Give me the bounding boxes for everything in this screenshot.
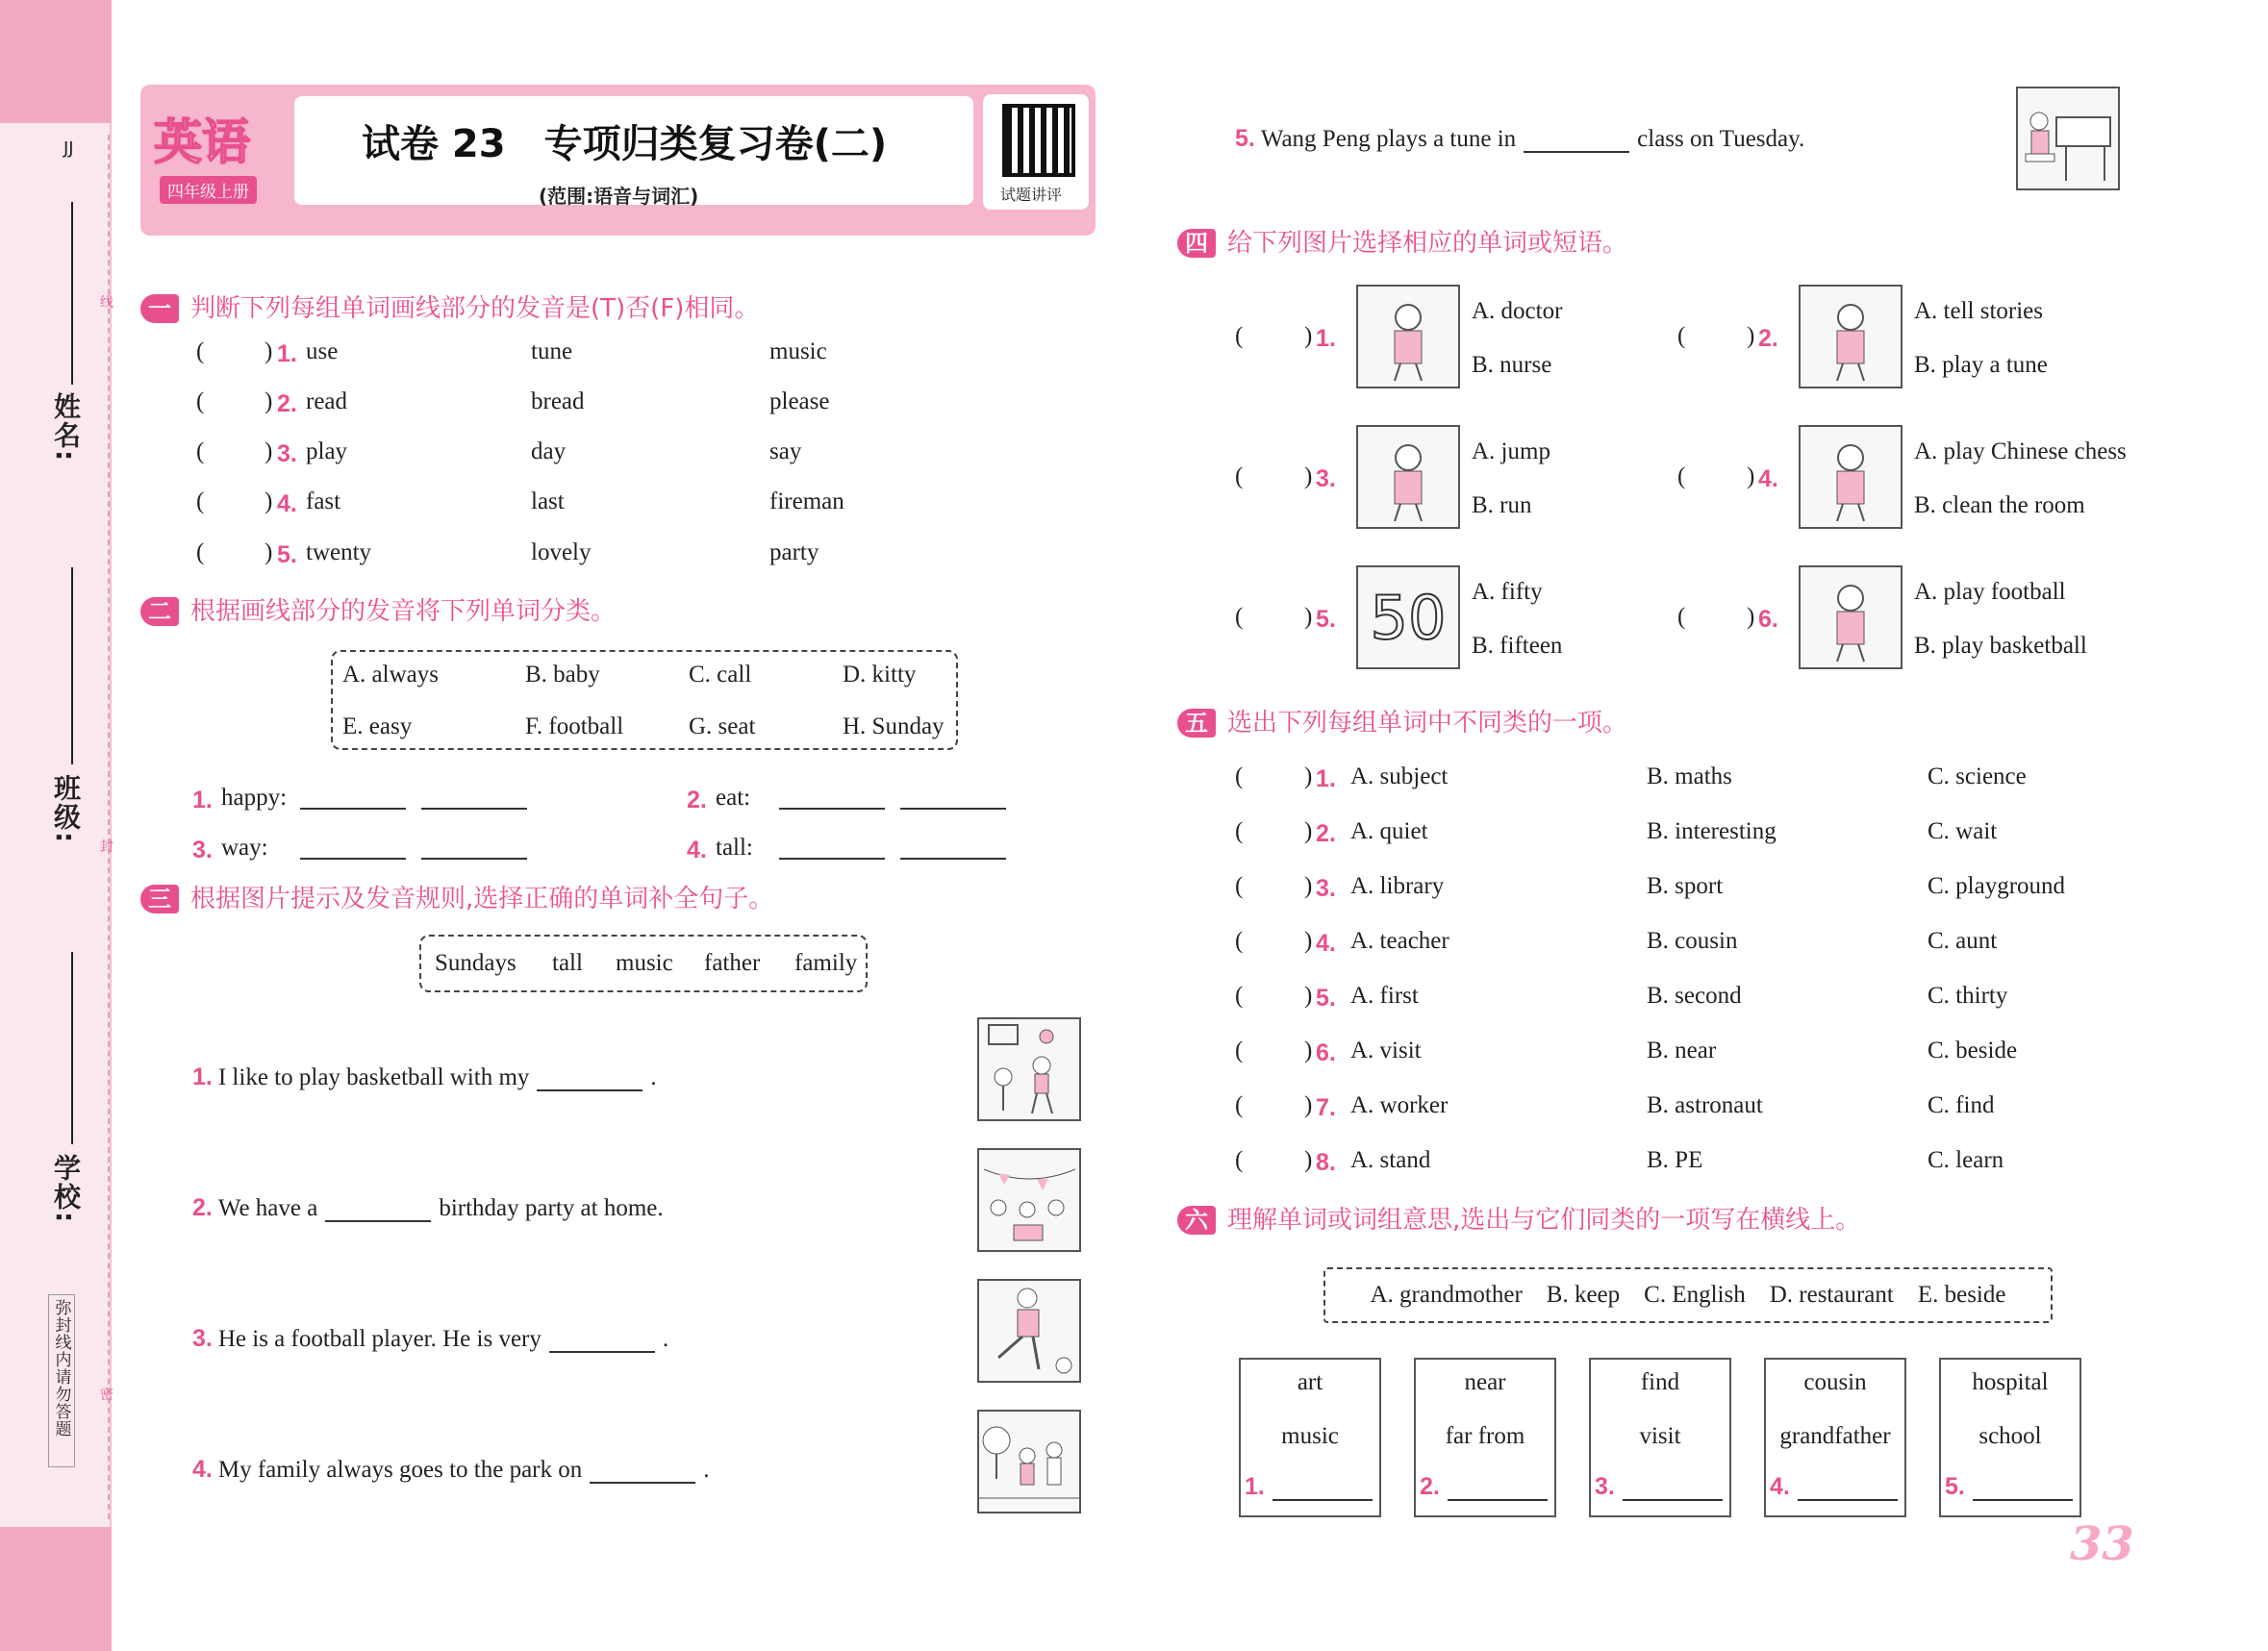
- answer-paren-close: ): [1304, 1092, 1313, 1118]
- number-50-picture: [1356, 565, 1460, 669]
- question-number: 3.: [1316, 465, 1336, 492]
- option-a: A. play football: [1914, 579, 2066, 605]
- number-glyph: 50: [1370, 582, 1447, 653]
- sec6-options: A. grandmother B. keep C. English D. restaurant E. beside: [1370, 1282, 2006, 1308]
- option-a: A. play Chinese chess: [1914, 438, 2127, 464]
- question-number: 4.: [192, 1456, 213, 1483]
- answer-paren-close: ): [1304, 323, 1313, 349]
- football-picture: [1799, 565, 1903, 669]
- group-word-1: near: [1464, 1369, 1506, 1395]
- school-label: 学校:: [50, 1154, 82, 1225]
- answer-blank[interactable]: [1273, 1480, 1373, 1501]
- sec2-word-option: A. always: [342, 662, 439, 688]
- answer-paren-open[interactable]: (: [1677, 604, 1686, 630]
- sec2-word-option: B. baby: [525, 662, 600, 688]
- binding-strip-bottom: [0, 1527, 112, 1651]
- question-number: 1.: [1245, 1473, 1265, 1500]
- answer-blank[interactable]: [779, 838, 885, 860]
- question-number: 5.: [1235, 125, 1255, 152]
- qr-code-icon[interactable]: [1002, 104, 1075, 177]
- answer-blank[interactable]: [549, 1332, 655, 1353]
- sentence-text-after: birthday party at home.: [439, 1195, 664, 1221]
- word-b: last: [531, 488, 565, 514]
- answer-paren-open[interactable]: (: [1235, 323, 1244, 349]
- sec3-sentence: [1235, 125, 1804, 153]
- answer-paren-close: ): [265, 438, 273, 464]
- question-number: 5.: [277, 541, 297, 568]
- option-a: A. library: [1350, 873, 1445, 899]
- seal-mark-1: 线: [100, 296, 113, 311]
- answer-blank[interactable]: [1798, 1480, 1898, 1501]
- sec1-title: 判断下列每组单词画线部分的发音是(T)否(F)相同。: [190, 294, 760, 323]
- sec4-badge: 四: [1177, 229, 1216, 258]
- sec2-item-label: happy:: [221, 785, 288, 811]
- answer-blank[interactable]: [421, 838, 527, 860]
- question-number: 4.: [1770, 1473, 1790, 1500]
- question-number: 4.: [277, 490, 297, 517]
- answer-blank[interactable]: [590, 1463, 695, 1484]
- answer-blank[interactable]: [300, 788, 406, 810]
- word-c: party: [769, 539, 819, 565]
- group-word-1: hospital: [1972, 1369, 2049, 1395]
- seal-note: 弥封线内请勿答题: [51, 1299, 71, 1438]
- option-b: B. astronaut: [1647, 1092, 1763, 1118]
- question-number: 2.: [1420, 1473, 1440, 1500]
- sec1-badge: 一: [140, 294, 179, 323]
- basketball-picture: [977, 1017, 1081, 1121]
- option-b: B. maths: [1647, 763, 1732, 789]
- answer-paren-open[interactable]: (: [1235, 983, 1244, 1009]
- answer-paren-close: ): [1304, 873, 1313, 899]
- seal-note-box: [48, 1294, 75, 1467]
- answer-blank[interactable]: [1623, 1480, 1723, 1501]
- question-number: 5.: [1316, 985, 1336, 1012]
- question-number: 2.: [277, 390, 297, 417]
- question-number: 1.: [192, 787, 213, 813]
- class-field[interactable]: [71, 567, 73, 764]
- sec2-item-label: way:: [221, 835, 268, 861]
- answer-paren-open[interactable]: (: [1677, 463, 1686, 489]
- word-c: please: [769, 388, 830, 414]
- option-a: A. doctor: [1472, 298, 1563, 324]
- question-number: 1.: [1316, 325, 1336, 352]
- group-word-1: find: [1640, 1369, 1680, 1395]
- answer-blank[interactable]: [1524, 132, 1629, 153]
- word-b: day: [531, 438, 567, 464]
- grade-badge: 四年级上册: [160, 176, 257, 204]
- option-b: B. fifteen: [1472, 633, 1563, 659]
- option-b: B. clean the room: [1914, 492, 2085, 518]
- sec5-badge: 五: [1177, 709, 1216, 738]
- question-number: 3.: [1316, 875, 1336, 902]
- option-c: C. wait: [1928, 818, 1998, 844]
- sec5-title: 选出下列每组单词中不同类的一项。: [1227, 709, 1628, 738]
- sec3-title: 根据图片提示及发音规则,选择正确的单词补全句子。: [190, 885, 774, 913]
- word-group-card: [1764, 1358, 1906, 1517]
- sec3-badge: 三: [140, 885, 179, 913]
- answer-paren-open[interactable]: (: [196, 488, 205, 514]
- option-c: C. playground: [1928, 873, 2066, 899]
- class-label: 班级:: [50, 774, 82, 845]
- piano-class-picture: [2016, 87, 2120, 190]
- question-number: 4.: [1758, 465, 1778, 492]
- sec2-badge: 二: [140, 597, 179, 626]
- chess-picture: [1799, 425, 1903, 529]
- answer-paren-open[interactable]: (: [1235, 604, 1244, 630]
- sec3-word-option: Sundays: [435, 950, 517, 976]
- answer-paren-open[interactable]: (: [1235, 463, 1244, 489]
- seal-mark-3: 密: [100, 1388, 113, 1403]
- answer-paren-close: ): [1747, 323, 1755, 349]
- nurse-picture: [1356, 285, 1460, 388]
- park-family-picture: [977, 1410, 1081, 1513]
- question-number: 1.: [192, 1063, 213, 1090]
- question-number: 8.: [1316, 1149, 1336, 1176]
- option-b: B. second: [1647, 983, 1742, 1009]
- subject-logo: 英语: [154, 114, 250, 170]
- question-number: 4.: [1316, 930, 1336, 957]
- sec3-sentence: [192, 1063, 657, 1091]
- answer-blank[interactable]: [900, 838, 1006, 860]
- word-c: fireman: [769, 488, 844, 514]
- question-number: 3.: [192, 837, 213, 863]
- answer-paren-open[interactable]: (: [1235, 1092, 1244, 1118]
- sec2-word-option: C. call: [689, 662, 752, 688]
- sec2-word-option: H. Sunday: [843, 713, 945, 739]
- answer-paren-close: ): [1747, 463, 1755, 489]
- option-a: A. worker: [1350, 1092, 1449, 1118]
- sec4-title: 给下列图片选择相应的单词或短语。: [1227, 229, 1628, 258]
- answer-blank[interactable]: [300, 838, 406, 860]
- question-number: 7.: [1316, 1094, 1336, 1121]
- answer-paren-close: ): [1304, 928, 1313, 954]
- option-c: C. learn: [1928, 1147, 2004, 1173]
- school-field[interactable]: [71, 952, 73, 1144]
- question-number: 3.: [192, 1325, 213, 1352]
- question-number: 1.: [1316, 765, 1336, 792]
- answer-paren-close: ): [1304, 1038, 1313, 1063]
- answer-paren-close: ): [1304, 763, 1313, 789]
- qr-label: 试题讲评: [1000, 186, 1063, 204]
- option-b: B. PE: [1647, 1147, 1703, 1173]
- name-label: 姓名:: [50, 392, 82, 463]
- answer-paren-close: ): [265, 539, 273, 565]
- sec3-word-option: music: [616, 950, 673, 976]
- birthday-picture: [977, 1148, 1081, 1252]
- answer-paren-close: ): [265, 488, 273, 514]
- sentence-text-after: class on Tuesday.: [1637, 126, 1805, 152]
- answer-paren-open[interactable]: (: [1235, 763, 1244, 789]
- sec3-sentence: [192, 1194, 664, 1222]
- word-group-card: [1239, 1358, 1381, 1517]
- binding-strip-top: [0, 0, 112, 123]
- sec3-heading: [140, 879, 773, 914]
- option-a: A. jump: [1472, 438, 1550, 464]
- piano-picture: [1799, 285, 1903, 388]
- answer-paren-open[interactable]: (: [196, 438, 205, 464]
- answer-paren-close: ): [1304, 463, 1313, 489]
- option-a: A. stand: [1350, 1147, 1431, 1173]
- word-a: play: [306, 438, 348, 464]
- sec6-title: 理解单词或词组意思,选出与它们同类的一项写在横线上。: [1227, 1206, 1861, 1235]
- sec3-word-option: family: [794, 950, 858, 976]
- group-word-2: grandfather: [1779, 1423, 1891, 1449]
- question-number: 6.: [1758, 606, 1778, 633]
- sec3-word-option: father: [704, 950, 761, 976]
- answer-paren-close: ): [1747, 604, 1755, 630]
- option-b: B. run: [1472, 492, 1532, 518]
- page-title: 试卷 23 专项归类复习卷(二): [362, 122, 888, 166]
- word-group-card: [1939, 1358, 2081, 1517]
- sec3-sentence: [192, 1325, 668, 1353]
- group-word-2: music: [1281, 1423, 1339, 1449]
- word-a: read: [306, 388, 348, 414]
- answer-paren-open[interactable]: (: [196, 388, 205, 414]
- option-b: B. nurse: [1472, 352, 1552, 378]
- sec2-item-label: tall:: [716, 835, 753, 861]
- question-number: 2.: [192, 1194, 213, 1221]
- answer-blank[interactable]: [1448, 1480, 1548, 1501]
- football-player-picture: [977, 1279, 1081, 1383]
- word-group-card: [1589, 1358, 1731, 1517]
- page-number: 33: [2070, 1517, 2134, 1571]
- card-answer-line: [1591, 1473, 1729, 1501]
- word-group-card: [1414, 1358, 1556, 1517]
- word-a: twenty: [306, 539, 372, 565]
- option-b: B. interesting: [1647, 818, 1777, 844]
- word-c: music: [769, 338, 827, 364]
- answer-paren-open[interactable]: (: [1235, 928, 1244, 954]
- answer-blank[interactable]: [900, 788, 1006, 810]
- sentence-text-before: My family always goes to the park on: [217, 1457, 583, 1483]
- answer-paren-close: ): [1304, 1147, 1313, 1173]
- answer-paren-close: ): [1304, 818, 1313, 844]
- sentence-text-before: We have a: [217, 1195, 318, 1221]
- question-number: 2.: [1316, 820, 1336, 847]
- group-word-2: far from: [1445, 1423, 1525, 1449]
- option-a: A. visit: [1350, 1038, 1422, 1063]
- card-answer-line: [1241, 1473, 1379, 1501]
- word-b: tune: [531, 338, 573, 364]
- sentence-text-before: He is a football player. He is very: [217, 1326, 542, 1352]
- edition-code: JJ: [63, 138, 74, 159]
- sec4-heading: [1177, 223, 1627, 259]
- answer-paren-open[interactable]: (: [1677, 323, 1686, 349]
- group-word-2: school: [1978, 1423, 2042, 1449]
- option-c: C. thirty: [1928, 983, 2008, 1009]
- card-answer-line: [1766, 1473, 1904, 1501]
- word-a: fast: [306, 488, 341, 514]
- answer-blank[interactable]: [537, 1070, 643, 1091]
- sentence-text-after: .: [650, 1064, 657, 1090]
- word-a: use: [306, 338, 339, 364]
- answer-paren-open[interactable]: (: [1235, 1147, 1244, 1173]
- option-b: B. sport: [1647, 873, 1724, 899]
- running-boy-picture: [1356, 425, 1460, 529]
- question-number: 3.: [277, 440, 297, 467]
- option-c: C. aunt: [1928, 928, 1998, 954]
- sec2-word-option: G. seat: [689, 713, 756, 739]
- sec2-item-label: eat:: [716, 785, 751, 811]
- sec2-word-option: F. football: [525, 713, 624, 739]
- name-field[interactable]: [71, 202, 73, 385]
- answer-paren-close: ): [265, 388, 273, 414]
- answer-paren-open[interactable]: (: [1235, 818, 1244, 844]
- option-c: C. science: [1928, 763, 2027, 789]
- option-a: A. quiet: [1350, 818, 1428, 844]
- answer-paren-open[interactable]: (: [1235, 873, 1244, 899]
- question-number: 5.: [1316, 606, 1336, 633]
- option-a: A. teacher: [1350, 928, 1449, 954]
- seal-line: [108, 135, 110, 1519]
- option-a: A. tell stories: [1914, 298, 2044, 324]
- option-c: C. find: [1928, 1092, 1995, 1118]
- question-number: 3.: [1595, 1473, 1615, 1500]
- sec2-word-option: D. kitty: [843, 662, 917, 688]
- question-number: 2.: [687, 787, 707, 813]
- answer-paren-close: ): [265, 338, 273, 364]
- question-number: 6.: [1316, 1039, 1336, 1066]
- sec5-heading: [1177, 703, 1627, 738]
- sec6-heading: [1177, 1200, 1860, 1236]
- scope-note: (范围:语音与词汇): [539, 185, 699, 208]
- seal-mark-2: 封: [100, 840, 113, 855]
- sentence-text-after: .: [703, 1457, 710, 1483]
- option-a: A. fifty: [1472, 579, 1543, 605]
- question-number: 1.: [277, 340, 297, 367]
- group-word-1: cousin: [1803, 1369, 1867, 1395]
- group-word-1: art: [1297, 1369, 1323, 1395]
- question-number: 2.: [1758, 325, 1778, 352]
- word-b: bread: [531, 388, 585, 414]
- answer-paren-open[interactable]: (: [196, 539, 205, 565]
- option-b: B. cousin: [1647, 928, 1738, 954]
- sentence-text-before: Wang Peng plays a tune in: [1260, 126, 1517, 152]
- sec2-word-option: E. easy: [342, 713, 413, 739]
- answer-paren-close: ): [1304, 983, 1313, 1009]
- sentence-text-before: I like to play basketball with my: [217, 1064, 530, 1090]
- card-answer-line: [1416, 1473, 1554, 1501]
- group-word-2: visit: [1639, 1423, 1681, 1449]
- answer-paren-open[interactable]: (: [1235, 1038, 1244, 1063]
- answer-paren-close: ): [1304, 604, 1313, 630]
- sec3-word-option: tall: [552, 950, 583, 976]
- question-number: 4.: [687, 837, 707, 863]
- word-c: say: [769, 438, 802, 464]
- word-b: lovely: [531, 539, 592, 565]
- option-b: B. play basketball: [1914, 633, 2087, 659]
- sec2-heading: [140, 591, 616, 627]
- answer-blank[interactable]: [1973, 1480, 2073, 1501]
- question-number: 5.: [1945, 1473, 1965, 1500]
- sec6-options-box: [1323, 1267, 2053, 1323]
- option-a: A. subject: [1350, 763, 1449, 789]
- option-b: B. play a tune: [1914, 352, 2048, 378]
- sec2-title: 根据画线部分的发音将下列单词分类。: [190, 597, 617, 626]
- answer-paren-open[interactable]: (: [196, 338, 205, 364]
- option-a: A. first: [1350, 983, 1419, 1009]
- answer-blank[interactable]: [325, 1201, 431, 1222]
- sec1-heading: [140, 288, 759, 324]
- answer-blank[interactable]: [421, 788, 527, 810]
- card-answer-line: [1941, 1473, 2079, 1501]
- sec3-sentence: [192, 1456, 710, 1484]
- sec6-badge: 六: [1177, 1206, 1216, 1235]
- answer-blank[interactable]: [779, 788, 885, 810]
- option-c: C. beside: [1928, 1038, 2018, 1063]
- option-b: B. near: [1647, 1038, 1717, 1063]
- sentence-text-after: .: [662, 1326, 669, 1352]
